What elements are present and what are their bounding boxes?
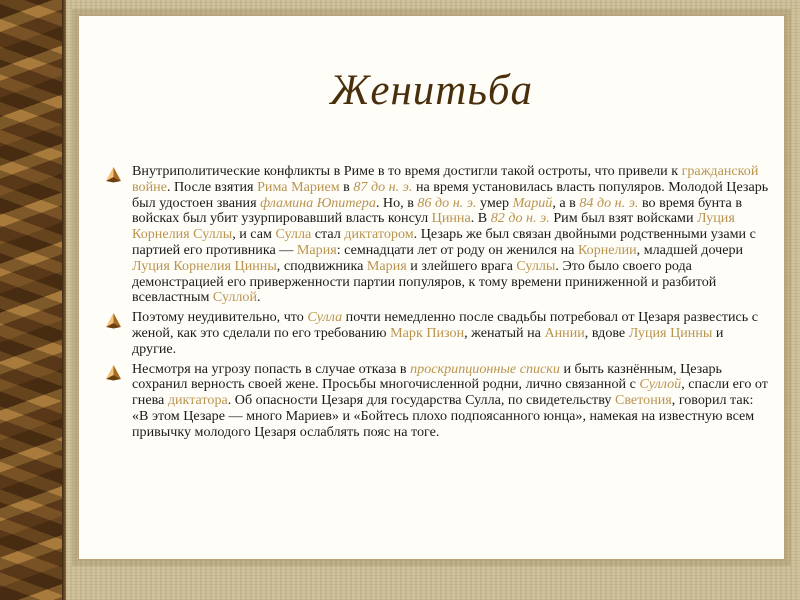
text-run: . Цезарь же был связан двойными родственными узами с партией его противника —	[132, 226, 756, 258]
text-run: .	[257, 289, 261, 306]
text-run: умер	[476, 194, 513, 211]
hyperlink[interactable]: Луция Цинны	[628, 324, 713, 341]
hyperlink[interactable]: гражданской войне	[132, 163, 759, 195]
hyperlink[interactable]: Луция Корнелия Суллы	[132, 210, 735, 243]
hyperlink[interactable]: Суллы	[516, 257, 556, 274]
text-run: . После взятия	[166, 178, 258, 195]
hyperlink[interactable]: Марий	[512, 194, 553, 211]
text-run: Поэтому неудивительно, что	[132, 309, 308, 326]
text-run: , сподвижника	[276, 257, 367, 274]
hyperlink[interactable]: проскрипционные списки	[410, 360, 560, 377]
hyperlink[interactable]: Цинна	[431, 210, 471, 227]
hyperlink[interactable]: Марием	[291, 178, 340, 195]
text-run: . В	[470, 210, 491, 227]
text-run: и злейшего врага	[406, 257, 517, 274]
hyperlink[interactable]: 86 до н. э.	[417, 194, 477, 211]
text-run: Рим был взят войсками	[549, 210, 698, 227]
text-run: , женатый на	[464, 324, 545, 341]
hyperlink[interactable]: Сулла	[275, 226, 312, 243]
hyperlink[interactable]: Рима	[257, 178, 288, 195]
decorative-left-strip	[0, 0, 62, 600]
text-run: в	[339, 178, 354, 195]
text-run: , говорил так: «В этом Цезаре — много Мариев» и «Бойтесь плохо подпоясанного юнца», намекая на известную всем привычку молодого Цезаря ослаблять пояс на тоге.	[132, 392, 755, 440]
text-run: , младшей дочери	[636, 241, 744, 258]
bullet-item-3	[105, 362, 771, 441]
slide-panel	[78, 15, 785, 560]
paragraph-text	[132, 310, 771, 357]
text-run: . Об опасности Цезаря для государства Сулла, по свидетельству	[227, 392, 615, 409]
text-run: : семнадцати лет от роду он женился на	[336, 241, 578, 258]
hyperlink[interactable]: Светония	[614, 392, 672, 409]
hyperlink[interactable]: Марк Пизон	[390, 324, 465, 341]
text-run: почти немедленно после свадьбы потребовал от Цезаря развестись с женой, как это сделали по его требованию	[132, 309, 759, 341]
text-run: , вдове	[584, 324, 629, 341]
text-run: , а в	[552, 194, 580, 211]
hyperlink[interactable]: 87 до н. э.	[353, 178, 413, 195]
hyperlink[interactable]: 84 до н. э.	[579, 194, 639, 211]
hyperlink[interactable]: Луция Корнелия Цинны	[132, 257, 277, 274]
paragraph-text	[132, 164, 771, 306]
hyperlink[interactable]: фламина Юпитера	[260, 194, 376, 211]
hyperlink[interactable]: диктатора	[167, 392, 228, 409]
hyperlink[interactable]: диктатором	[344, 226, 414, 243]
text-run: и быть казнённым, Цезарь сохранил верность своей жене. Просьбы многочисленной родни, лично связанной с	[132, 360, 722, 393]
bullet-item-2	[105, 310, 771, 357]
text-run: . Но, в	[375, 194, 418, 211]
hyperlink[interactable]: Мария	[366, 257, 407, 274]
hyperlink[interactable]: Суллой	[639, 376, 682, 393]
pyramid-bullet-icon	[105, 166, 122, 183]
slide-content	[105, 164, 771, 445]
text-run: . Это было своего рода демонстрацией его приверженности партии популяров, к тому времени приниженной и разбитой всевластным	[132, 257, 717, 306]
text-run: на время установилась власть популяров. Молодой Цезарь был удостоен звания	[132, 178, 769, 211]
text-run: Внутриполитические конфликты в Риме в то время достигли такой остроты, что привели к	[132, 163, 682, 179]
pyramid-bullet-icon	[105, 364, 122, 381]
paragraph-text	[132, 362, 771, 441]
text-run: стал	[311, 226, 345, 243]
pyramid-bullet-icon	[105, 312, 122, 329]
bullet-item-1	[105, 164, 771, 306]
hyperlink[interactable]: 82 до н. э.	[490, 210, 550, 227]
hyperlink[interactable]: Мария	[296, 241, 337, 258]
hyperlink[interactable]: Сулла	[307, 309, 343, 326]
hyperlink[interactable]: Суллой	[212, 289, 258, 306]
hyperlink[interactable]: Аннии	[544, 324, 585, 341]
text-run: , спасли его от гнева	[132, 376, 768, 409]
hyperlink[interactable]: Корнелии	[577, 241, 637, 258]
text-run: и другие.	[132, 324, 724, 357]
text-run: , и сам	[232, 226, 276, 243]
text-run: во время бунта в войсках был убит узурпировавший власть консул	[132, 194, 742, 227]
text-run: Несмотря на угрозу попасть в случае отказа в	[132, 360, 411, 377]
slide-title: Женитьба	[329, 67, 534, 114]
